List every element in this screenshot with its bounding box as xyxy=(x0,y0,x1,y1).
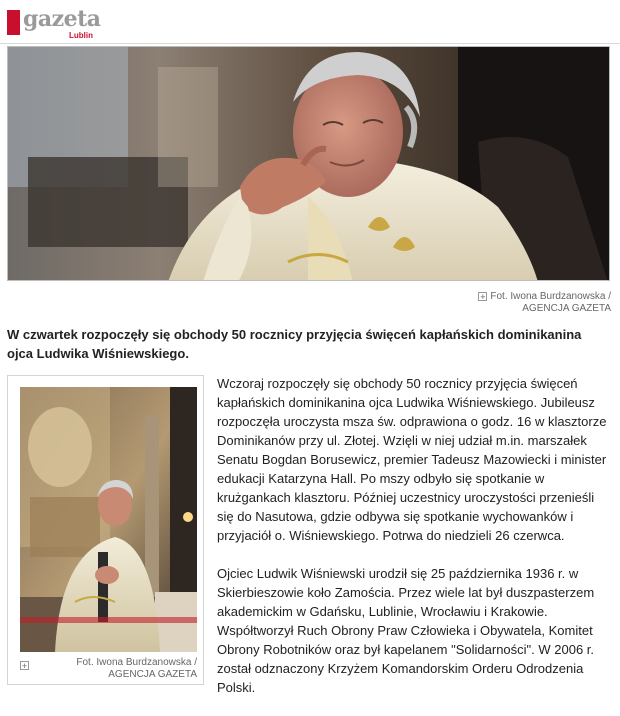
side-photo-box xyxy=(7,375,204,685)
hero-photo-credit xyxy=(311,291,611,315)
article-paragraph: Ojciec Ludwik Wiśniewski urodził się 25 października 1936 r. w Skierbieszowie koło Zamościa. Przez wiele lat był duszpasterzem akademickim w Gdańsku, Lublinie, Wrocławiu i Krakowie. Współtworzył Ruch Obrony Praw Człowieka i Obywatela, Komitet Obrony Robotników oraz był kapelanem "Solidarności". W 2006 r. został odznaczony Krzyżem Komandorskim Orderu Odrodzenia Polski. xyxy=(217,566,595,695)
side-photo-credit xyxy=(20,657,197,681)
side-photo[interactable] xyxy=(20,387,197,652)
header-divider xyxy=(0,43,620,44)
side-credit-author: Fot. Iwona Burdzanowska / xyxy=(76,657,197,668)
hero-credit-author: Fot. Iwona Burdzanowska / xyxy=(490,291,611,302)
enlarge-icon[interactable]: + xyxy=(480,292,486,302)
hero-credit-agency: AGENCJA GAZETA xyxy=(522,303,611,314)
side-credit-agency: AGENCJA GAZETA xyxy=(108,669,197,680)
enlarge-icon[interactable]: + xyxy=(21,661,28,671)
logo-red-square xyxy=(7,10,20,35)
article-paragraph: Wczoraj rozpoczęły się obchody 50 rocznicy przyjęcia święceń kapłańskich dominikanina ojca Ludwika Wiśniewskiego. Jubileusz rozpoczęła uroczysta msza św. odprawiona o godz. 16 w klasztorze Dominikanów przy ul. Złotej. Wzięli w niej udział m.in. marszałek Senatu Bogdan Borusewicz, premier Tadeusz Mazowiecki i minister edukacji Katarzyna Hall. Po mszy odbyło się spotkanie w krużgankach klasztoru. Później uczestnicy uroczystości przenieśli się do Nasutowa, gdzie odbywa się spotkanie wychowanków i przyjaciół o. Wiśniewskiego. Potrwa do niedzieli 26 czerwca. xyxy=(217,376,607,543)
logo-city: Lublin xyxy=(69,31,93,40)
article-lead: W czwartek rozpoczęły się obchody 50 rocznicy przyjęcia święceń kapłańskich dominikanina ojca Ludwika Wiśniewskiego. xyxy=(7,327,582,361)
side-photo-image xyxy=(20,387,197,652)
logo-wordmark: gazeta xyxy=(23,6,101,32)
hero-photo-image xyxy=(8,47,610,281)
article-body xyxy=(217,374,612,716)
hero-photo[interactable] xyxy=(7,46,610,281)
